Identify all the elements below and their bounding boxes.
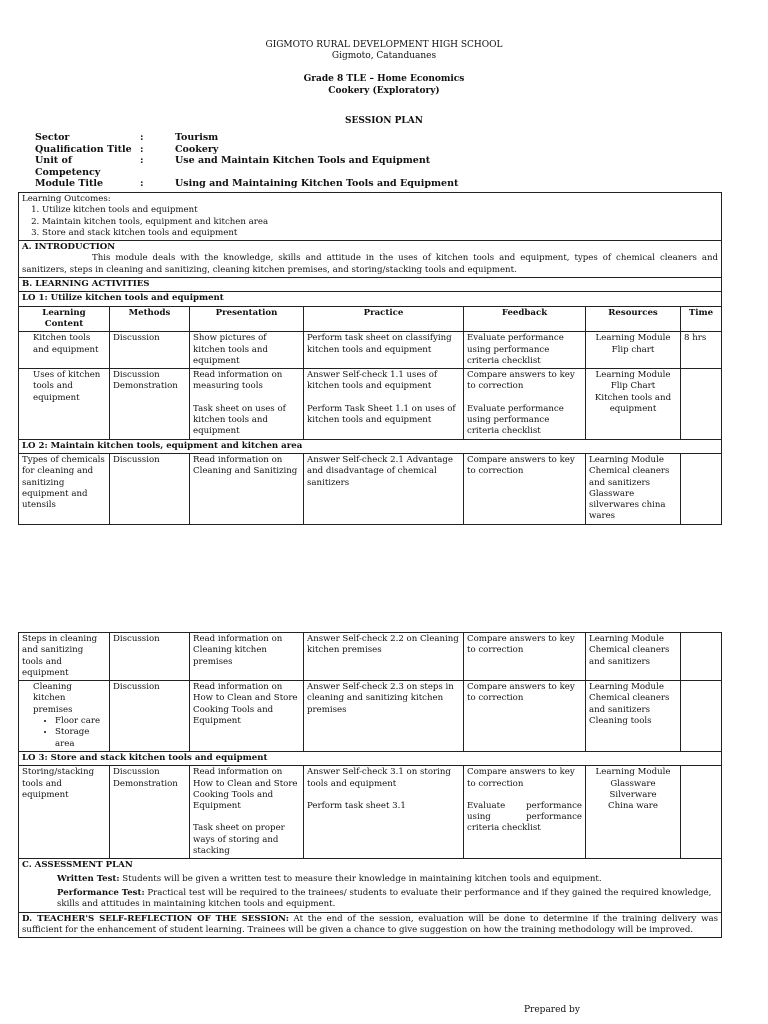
introduction-cell	[19, 241, 722, 278]
meta-key: Sector	[35, 132, 70, 143]
table-row	[19, 633, 722, 681]
time-cell	[681, 681, 722, 752]
assessment-heading: C. ASSESSMENT PLAN	[22, 860, 133, 871]
resource-item: Kitchen tools and equipment	[594, 392, 672, 415]
content-bullets	[33, 716, 106, 750]
resource-item: Chemical cleaners and sanitizers	[589, 645, 670, 667]
col-feedback: Feedback	[464, 306, 586, 332]
lo3-heading: LO 3: Store and stack kitchen tools and equipment	[19, 751, 722, 765]
feedback-cell: Compare answers to key to correction	[464, 453, 586, 524]
content-cell: Uses of kitchen tools and equipment	[19, 369, 110, 439]
session-plan-table-top	[18, 192, 722, 525]
table-row	[19, 766, 722, 859]
resources-cell	[586, 369, 681, 439]
content-cell: Storing/stacking tools and equipment	[19, 766, 110, 859]
practice-cell: Answer Self-check 2.3 on steps in cleaning and sanitizing kitchen premises	[304, 681, 464, 752]
outcome-item: 3. Store and stack kitchen tools and equipment	[42, 228, 718, 239]
school-location: Gigmoto, Catanduanes	[331, 51, 437, 61]
resource-item: Silverware	[609, 789, 657, 800]
col-learning-content: Learning Content	[19, 306, 110, 332]
col-practice: Practice	[304, 306, 464, 332]
resource-item: silverwares china wares	[589, 500, 666, 522]
col-time: Time	[681, 306, 722, 332]
resource-item: Chemical cleaners and sanitizers	[589, 693, 670, 715]
feedback-cell: Compare answers to key to correction	[464, 633, 586, 681]
presentation-item: Read information on How to Clean and Store Cooking Tools and Equipment	[193, 767, 298, 812]
time-cell	[681, 633, 722, 681]
written-test-label: Written Test:	[57, 873, 120, 884]
performance-test-label: Performance Test:	[57, 887, 145, 898]
practice-item: Perform task sheet 3.1	[307, 800, 406, 811]
meta-colon: :	[140, 132, 144, 143]
meta-value: Cookery	[175, 143, 219, 155]
feedback-cell: Evaluate performance using performance criteria checklist	[464, 332, 586, 369]
time-cell	[681, 453, 722, 524]
content-cell: Steps in cleaning and sanitizing tools and equipment	[19, 633, 110, 681]
table-row	[19, 369, 722, 439]
session-plan-table-bottom	[18, 632, 722, 938]
presentation-cell: Show pictures of kitchen tools and equipment	[190, 332, 304, 369]
feedback-item: Evaluate performance using performance criteria checklist	[467, 800, 582, 834]
reflection-heading: D. TEACHER'S SELF-REFLECTION OF THE SESSION:	[22, 913, 289, 924]
meta-colon: :	[140, 143, 144, 155]
methods-cell: Discussion	[110, 633, 190, 681]
meta-value: Using and Maintaining Kitchen Tools and Equipment	[175, 178, 459, 189]
resources-cell	[586, 766, 681, 859]
meta-key: Qualification Title	[35, 143, 132, 155]
method-item: Demonstration	[113, 381, 178, 392]
resource-item: Learning Module	[595, 767, 671, 778]
learning-activities-heading: B. LEARNING ACTIVITIES	[19, 278, 722, 292]
table-row	[19, 332, 722, 369]
resource-item: Flip Chart	[610, 381, 656, 392]
content-cell: Types of chemicals for cleaning and sanitizing equipment and utensils	[19, 453, 110, 524]
written-test-text: Students will be given a written test to measure their knowledge in maintaining kitchen tools and equipment.	[119, 873, 602, 884]
method-item: Discussion	[113, 370, 160, 381]
method-item: Demonstration	[113, 778, 178, 789]
time-cell	[681, 369, 722, 439]
feedback-cell	[464, 369, 586, 439]
reflection-cell	[19, 912, 722, 938]
presentation-cell: Read information on Cleaning kitchen premises	[190, 633, 304, 681]
meta-row	[35, 144, 458, 156]
method-item: Discussion	[113, 767, 160, 778]
resource-item: Learning Module	[595, 333, 671, 344]
meta-row	[35, 178, 458, 190]
resource-item: China ware	[608, 801, 658, 812]
resources-cell	[586, 681, 681, 752]
meta-value: Use and Maintain Kitchen Tools and Equipment	[175, 155, 431, 166]
learning-outcomes-label: Learning Outcomes:	[22, 194, 111, 204]
methods-cell	[110, 766, 190, 859]
table-row	[19, 681, 722, 752]
col-methods: Methods	[110, 306, 190, 332]
practice-cell: Answer Self-check 2.2 on Cleaning kitchen premises	[304, 633, 464, 681]
bullet-item: • Floor care	[55, 716, 106, 727]
outcome-item: 2. Maintain kitchen tools, equipment and kitchen area	[42, 217, 718, 228]
content-cell	[19, 681, 110, 752]
performance-test-text: Practical test will be required to the trainees/ students to evaluate their performance and if they gained the required knowledge, skills and attitudes in maintaining kitchen tools and equipment.	[57, 887, 712, 910]
feedback-item: Compare answers to key to correction	[467, 767, 575, 789]
school-name: GIGMOTO RURAL DEVELOPMENT HIGH SCHOOL	[265, 40, 503, 50]
methods-cell: Discussion	[110, 453, 190, 524]
presentation-cell: Read information on How to Clean and Store Cooking Tools and Equipment	[190, 681, 304, 752]
presentation-cell	[190, 369, 304, 439]
time-cell: 8 hrs	[681, 332, 722, 369]
introduction-text: This module deals with the knowledge, skills and attitude in the uses of kitchen tools and equipment, types of chemical cleaners and sanitizers, steps in cleaning and sanitizing, cleaning kitchen premises, and storing/stacking tools and equipment.	[22, 253, 719, 275]
performance-test	[22, 888, 718, 911]
meta-colon: :	[140, 178, 144, 189]
reflection-text: At the end of the session, evaluation will be done to determine if the training delivery was sufficient for the enhancement of student learning. Trainees will be given a chance to give suggestion on how the training methodology will be improved.	[22, 913, 718, 935]
resource-item: Learning Module	[589, 454, 664, 465]
feedback-item: Evaluate performance using performance criteria checklist	[467, 403, 564, 437]
time-cell	[681, 766, 722, 859]
meta-row	[35, 155, 458, 178]
subject-line: Cookery (Exploratory)	[328, 86, 440, 96]
bullet-item: • Storage area	[55, 727, 106, 750]
meta-colon: :	[140, 155, 144, 166]
learning-outcomes-list	[22, 205, 718, 239]
prepared-by: Prepared by	[524, 1005, 580, 1015]
meta-value: Tourism	[175, 132, 219, 143]
lo1-heading: LO 1: Utilize kitchen tools and equipment	[19, 292, 722, 306]
resource-item: Flip chart	[611, 344, 655, 355]
practice-cell: Answer Self-check 2.1 Advantage and disadvantage of chemical sanitizers	[304, 453, 464, 524]
doc-title: SESSION PLAN	[345, 116, 423, 126]
presentation-cell: Read information on Cleaning and Sanitizing	[190, 453, 304, 524]
meta-key: Module Title	[35, 178, 104, 189]
presentation-cell	[190, 766, 304, 859]
practice-item: Answer Self-check 1.1 uses of kitchen tools and equipment	[307, 370, 438, 392]
resource-item: Chemical cleaners and sanitizers	[589, 466, 670, 488]
assessment-cell	[19, 859, 722, 912]
content-cell: Kitchen tools and equipment	[19, 332, 110, 369]
feedback-item: Compare answers to key to correction	[467, 370, 575, 392]
resource-item: Learning Module	[589, 634, 664, 644]
resource-item: Glassware	[589, 488, 635, 499]
feedback-cell: Compare answers to key to correction	[464, 681, 586, 752]
methods-cell: Discussion	[110, 681, 190, 752]
feedback-cell	[464, 766, 586, 859]
column-header-row	[19, 306, 722, 332]
outcome-item: 1. Utilize kitchen tools and equipment	[42, 205, 718, 216]
resources-cell	[586, 453, 681, 524]
methods-cell	[110, 369, 190, 439]
resource-item: Cleaning tools	[589, 716, 652, 727]
col-resources: Resources	[586, 306, 681, 332]
meta-key: Unit of Competency	[35, 155, 101, 178]
col-presentation: Presentation	[190, 306, 304, 332]
practice-cell: Perform task sheet on classifying kitchen tools and equipment	[304, 332, 464, 369]
grade-line: Grade 8 TLE – Home Economics	[303, 74, 465, 84]
resource-item: Learning Module	[589, 682, 664, 693]
resources-cell	[586, 332, 681, 369]
meta-row	[35, 132, 458, 144]
resources-cell	[586, 633, 681, 681]
meta-block	[35, 132, 458, 190]
lo2-heading: LO 2: Maintain kitchen tools, equipment and kitchen area	[19, 439, 722, 453]
presentation-item: Task sheet on proper ways of storing and stacking	[193, 823, 285, 857]
content-text: Cleaning kitchen premises	[33, 682, 73, 715]
practice-item: Perform Task Sheet 1.1 on uses of kitchen tools and equipment	[307, 403, 456, 426]
learning-outcomes-cell	[19, 193, 722, 241]
practice-cell	[304, 766, 464, 859]
written-test	[22, 874, 718, 885]
resource-item: Glassware	[610, 778, 656, 789]
presentation-item: Task sheet on uses of kitchen tools and equipment	[193, 403, 286, 437]
introduction-heading: A. INTRODUCTION	[22, 242, 116, 253]
methods-cell: Discussion	[110, 332, 190, 369]
practice-item: Answer Self-check 3.1 on storing tools and equipment	[307, 767, 451, 789]
table-row	[19, 453, 722, 524]
resource-item: Learning Module	[595, 370, 671, 381]
practice-cell	[304, 369, 464, 439]
presentation-item: Read information on measuring tools	[193, 370, 283, 392]
